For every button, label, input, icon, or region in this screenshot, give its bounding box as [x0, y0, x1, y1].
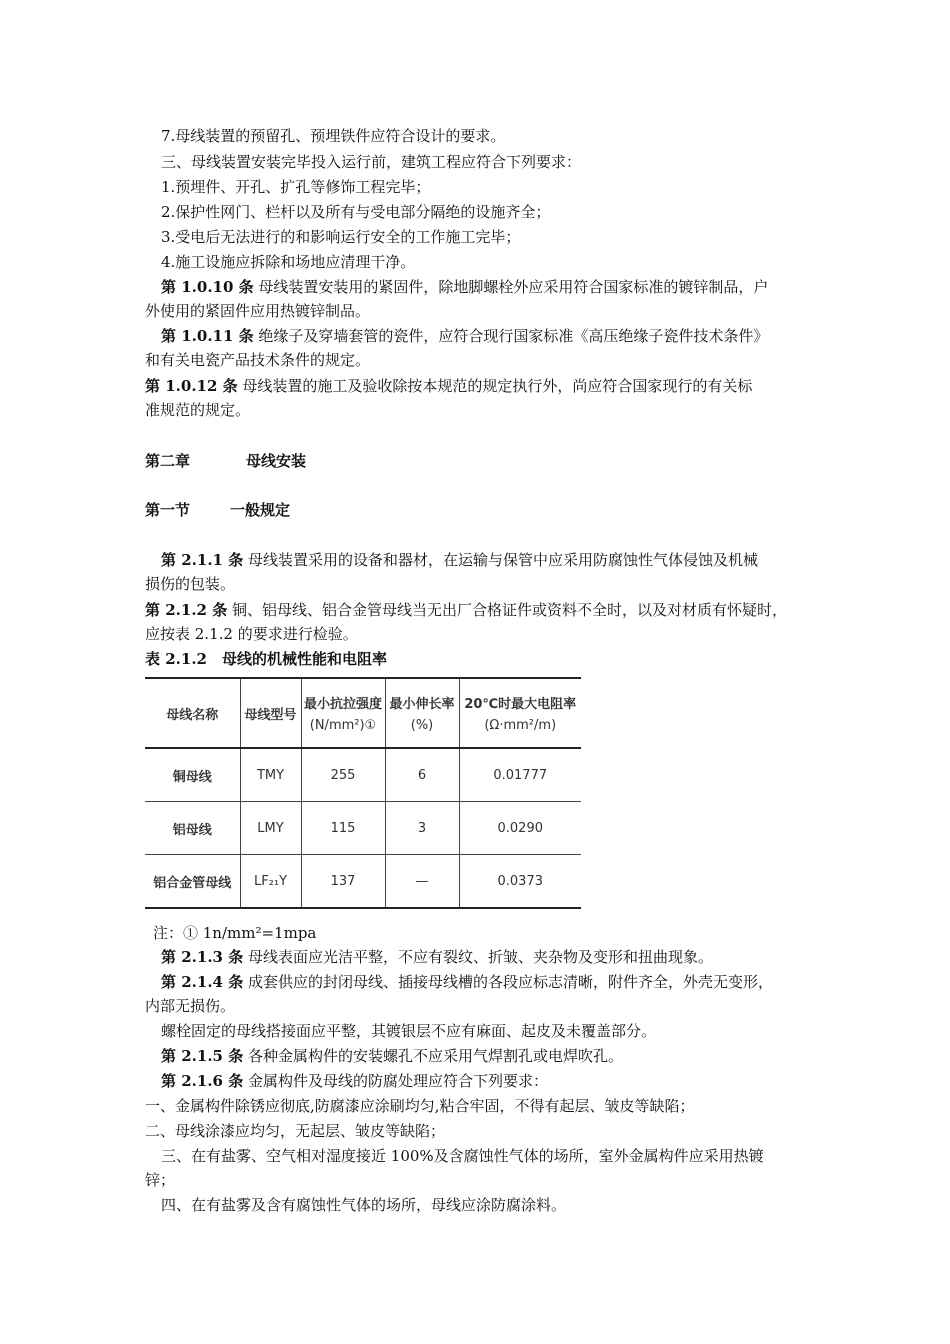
- header-resistivity: [459, 678, 581, 748]
- cell-tensile: 115: [301, 802, 385, 855]
- text-line: 螺栓固定的母线搭接面应平整，其镀银层不应有麻面、起皮及未覆盖部分。: [161, 1022, 657, 1040]
- cell-name: 铜母线: [145, 748, 240, 802]
- article-text: 绝缘子及穿墙套管的瓷件，应符合现行国家标准《高压绝缘子瓷件技术条件》: [253, 327, 769, 345]
- chapter-title: 母线安装: [246, 452, 307, 470]
- list-item: 三、在有盐雾、空气相对湿度接近 100%及含腐蚀性气体的场所，室外金属构件应采用热镀: [161, 1147, 764, 1165]
- cell-name: 铝合金管母线: [145, 855, 240, 909]
- article-text: 母线表面应光洁平整，不应有裂纹、折皱、夹杂物及变形和扭曲现象。: [243, 948, 713, 966]
- table-header-row: [145, 678, 581, 748]
- header-name: 母线名称: [145, 678, 240, 748]
- cell-elongation: —: [385, 855, 459, 909]
- article-1-0-10: [161, 277, 768, 297]
- article-text: 母线装置安装用的紧固件，除地脚螺栓外应采用符合国家标准的镀锌制品，户: [253, 278, 769, 296]
- chapter-heading: [145, 451, 306, 471]
- article-2-1-5: [161, 1046, 623, 1066]
- text-line: 内部无损伤。: [145, 997, 236, 1015]
- cell-elongation: 3: [385, 802, 459, 855]
- article-label: 第 2.1.5 条: [161, 1047, 244, 1065]
- cell-elongation: 6: [385, 748, 459, 802]
- article-label: 第 2.1.3 条: [161, 948, 244, 966]
- text-line: 三、母线装置安装完毕投入运行前，建筑工程应符合下列要求：: [161, 153, 582, 171]
- list-item: 四、在有盐雾及含有腐蚀性气体的场所，母线应涂防腐涂料。: [161, 1196, 567, 1214]
- article-text: 母线装置的施工及验收除按本规范的规定执行外，尚应符合国家现行的有关标: [237, 377, 753, 395]
- article-2-1-1: [161, 550, 758, 570]
- article-text: 金属构件及母线的防腐处理应符合下列要求：: [243, 1072, 548, 1090]
- header-resistivity-unit: (Ω·mm²/m): [484, 718, 557, 733]
- article-1-0-12: [145, 376, 752, 396]
- header-resistivity-label: 20℃时最大电阻率: [464, 697, 577, 712]
- table-row: [145, 802, 581, 855]
- text-line: 损伤的包装。: [145, 575, 236, 593]
- cell-resistivity: 0.0373: [459, 855, 581, 909]
- section-title: 一般规定: [230, 501, 291, 519]
- article-text: 成套供应的封闭母线、插接母线槽的各段应标志清晰，附件齐全，外壳无变形，: [243, 973, 773, 991]
- header-elongation: [385, 678, 459, 748]
- text-line: 外使用的紧固件应用热镀锌制品。: [145, 302, 371, 320]
- cell-model: LMY: [240, 802, 301, 855]
- text-line: 2.保护性网门、栏杆以及所有与受电部分隔绝的设施齐全；: [161, 203, 551, 221]
- table-row: [145, 855, 581, 909]
- article-1-0-11: [161, 326, 768, 346]
- header-tensile-unit: (N/mm²)①: [309, 718, 377, 733]
- article-label: 第 1.0.12 条: [145, 377, 238, 395]
- header-model: 母线型号: [240, 678, 301, 748]
- section-number: 第一节: [145, 501, 191, 519]
- cell-model: TMY: [240, 748, 301, 802]
- header-tensile: [301, 678, 385, 748]
- text-line: 7.母线装置的预留孔、预埋铁件应符合设计的要求。: [161, 127, 506, 145]
- article-label: 第 2.1.1 条: [161, 551, 244, 569]
- article-text: 母线装置采用的设备和器材，在运输与保管中应采用防腐蚀性气体侵蚀及机械: [243, 551, 758, 569]
- cell-tensile: 137: [301, 855, 385, 909]
- text-line: 锌；: [145, 1171, 176, 1189]
- article-2-1-4: [161, 972, 773, 992]
- article-2-1-3: [161, 947, 713, 967]
- article-text: 各种金属构件的安装螺孔不应采用气焊割孔或电焊吹孔。: [243, 1047, 623, 1065]
- text-line: 1.预埋件、开孔、扩孔等修饰工程完毕；: [161, 178, 431, 196]
- list-item: 二、母线涂漆应均匀，无起层、皱皮等缺陷；: [145, 1122, 446, 1140]
- cell-tensile: 255: [301, 748, 385, 802]
- article-2-1-6: [161, 1071, 548, 1091]
- text-line: 3.受电后无法进行的和影响运行安全的工作施工完毕；: [161, 228, 521, 246]
- header-elongation-label: 最小伸长率: [389, 697, 455, 712]
- article-text: 铜、铝母线、铝合金管母线当无出厂合格证件或资料不全时，以及对材质有怀疑时，: [227, 601, 787, 619]
- text-line: 和有关电瓷产品技术条件的规定。: [145, 351, 371, 369]
- table-note: 注：① 1n/mm²=1mpa: [153, 924, 317, 942]
- article-label: 第 2.1.2 条: [145, 601, 228, 619]
- section-heading: [145, 500, 290, 520]
- text-line: 应按表 2.1.2 的要求进行检验。: [145, 625, 358, 643]
- cell-name: 铝母线: [145, 802, 240, 855]
- article-label: 第 2.1.4 条: [161, 973, 244, 991]
- header-tensile-label: 最小抗拉强度: [303, 697, 382, 712]
- chapter-number: 第二章: [145, 452, 191, 470]
- article-2-1-2: [145, 600, 787, 620]
- table-caption: 表 2.1.2 母线的机械性能和电阻率: [145, 650, 387, 668]
- article-label: 第 2.1.6 条: [161, 1072, 244, 1090]
- text-line: 准规范的规定。: [145, 401, 251, 419]
- cell-model: LF₂₁Y: [240, 855, 301, 909]
- table-row: [145, 748, 581, 802]
- header-elongation-unit: (%): [410, 718, 434, 733]
- article-label: 第 1.0.10 条: [161, 278, 254, 296]
- article-label: 第 1.0.11 条: [161, 327, 254, 345]
- text-line: 4.施工设施应拆除和场地应清理干净。: [161, 253, 416, 271]
- list-item: 一、金属构件除锈应彻底,防腐漆应涂刷均匀,粘合牢固，不得有起层、皱皮等缺陷；: [145, 1097, 695, 1115]
- busbar-properties-table: [145, 677, 581, 909]
- cell-resistivity: 0.01777: [459, 748, 581, 802]
- cell-resistivity: 0.0290: [459, 802, 581, 855]
